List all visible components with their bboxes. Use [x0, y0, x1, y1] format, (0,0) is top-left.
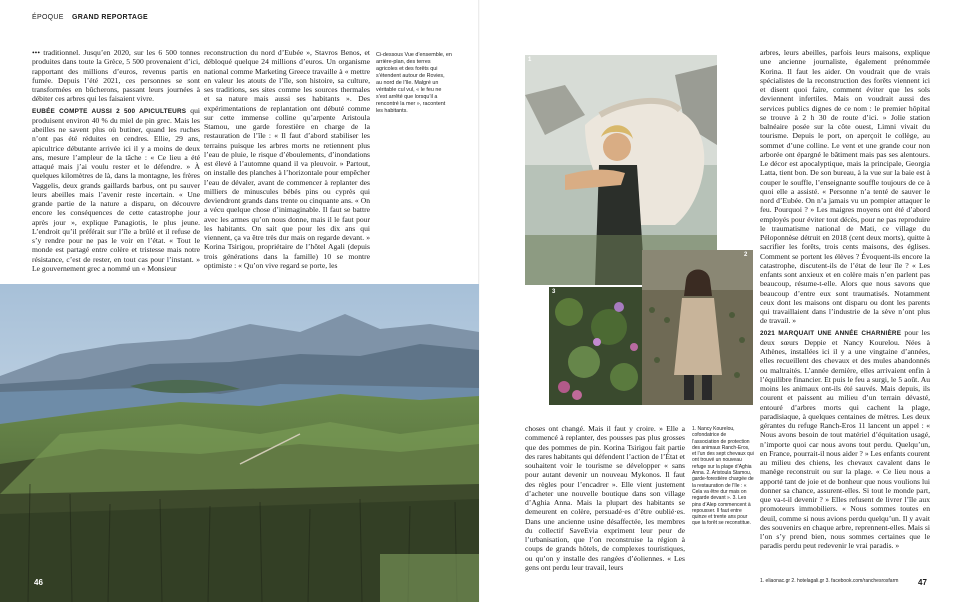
paragraph: ••• traditionnel. Jusqu’en 2020, sur les 6 500 tonnes produites dans toute la Grèce, 5 500 provenaient d’ici, rapportant des millions d’euros, revenus partis en fumée. Depuis l’été 2021, ces personnes se sont transformées en bûcherons, passant leurs journées à débiter ces arbres qui les faisaient vivre. — [32, 48, 200, 104]
photo-plants — [549, 287, 642, 405]
landscape-image — [0, 284, 479, 602]
landscape-photo — [0, 284, 479, 602]
paragraph-text: pour les deux sœurs Deppie et Nancy Kourelou. Nées à Athènes, installées ici il y a une vingtaine d’années, elles recueillent des chevaux et des mules abandonnés ou maltraités. L’année dernière, elles arrivaient enfin à l’équilibre financier. Et puis le feu a surgi, le 5 août. Au moins les animaux ont-ils été sauvés. Mais depuis, ils courent et paissent au milieu d’un terrain dévasté, entouré d’arbres morts qui cachent la plage, paradisiaque, à quelques centaines de mètres. Les deux gérantes du refuge Ranch-Eros 11 lancent un appel : « Nous avons besoin de tout matériel d’équitation usagé, n’importe quoi car nous avons tout perdu. Quelqu’un, en France, pourrait-il nous aider ? » Les enfants courent au milieu des chiens, les chevaux cavalent dans le manège reconstruit ou sur la plage. « Ce lieu nous a apporté tant de joie et de bonheur que nous voulions lui donner sa chance, assurent-elles. Si tout le monde part, que va-t-il devenir ? » Elles refusent de livrer l’île aux promoteurs immobiliers. « Nous sommes toutes en deuil, comme si nous avions perdu quelqu’un. Il y avait des souvenirs en chaque arbre, reprennent-elles. Mais si l’on s’y prend bien, nous sommes certaines que le paradis perdu peut redevenir le vrai paradis. » — [760, 327, 930, 551]
article-column-4 — [760, 48, 930, 576]
paragraph — [32, 106, 200, 274]
section-label: ÉPOQUE — [32, 14, 64, 21]
section-lead: 2021 MARQUAIT UNE ANNÉE CHARNIÈRE — [760, 329, 902, 337]
forester-image — [642, 250, 753, 405]
section-lead: EUBÉE COMPTE AUSSI 2 500 APICULTEURS — [32, 107, 187, 115]
paragraph: choses ont changé. Mais il faut y croire. » Elle a commencé à replanter, des pousses pas plus grosses que des pommes de pin. Korina Tsirigou fait partie des rares habitants qui défendent l’action de l’État et souhaitent voir le tourisme se développer « sans pour autant devenir un nouveau Mykonos. Il faut des règles pour l’encadrer ». Elle vient justement d’acheter une nouvelle boutique dans son village d’Aghia Anna. Mais la plupart des habitants se demeurent en colère, persuadé·es d’être oublié·es. Dans une ancienne usine désaffectée, les membres du collectif SaveEvia expriment leur peur de l’urbanisation, que l’on reconstruise la région à coups de grands hôtels, de complexes touristiques, ou qu’on y installe des rangées d’éoliennes. « Les gens ont perdu leur travail, leurs — [525, 424, 685, 572]
article-column-2 — [204, 48, 370, 284]
paragraph: reconstruction du nord d’Eubée », Stavros Benos, et débloqué quelque 24 millions d’euros. Un organisme national comme Marketing Greece travaille à « mettre en valeur les atouts de l’île, son histoire, sa culture, ses traditions, ses sites comme les sources thermales et sa nature mais aussi ses habitants ». Des expérimentations de replantation ont débuté comme sur cette immense colline qu’arpente Aristoula Stamou, une garde forestière en charge de la restauration de l’île : « Il faut d’abord stabiliser les terrains puisque les arbres morts ne retiennent plus l’eau de pluie, le risque d’éboulements, d’inondations est élevé à l’automne quand il va pleuvoir. » Partout, on installe des planches à l’horizontale pour empêcher l’eau de dévaler, avant de commencer à replanter des milliers de minuscules bébés pins ou cyprès qui deviendront grands dans trente ou cinquante ans. « On a vécu quelque chose d’inimaginable. Il faut se battre avec les armes qu’on nous donne, mais il le faut pour les habitants. On sait que pour les dix ans qui viennent, ça va être très dur mais on regarde devant. » Korina Tsirigou, propriétaire de l’hôtel Agali (depuis trois générations dans la famille) 10 se montre optimiste : « Qu’on vive regard se porte, les — [204, 48, 370, 270]
paragraph: arbres, leurs abeilles, parfois leurs maisons, explique une ancienne journaliste, également prénommée Korina. Il faut les aider. On voudrait que de vrais spécialistes de la reconstruction des forêts viennent ici et disent quoi faire, comment éviter que les sols deviennent infertiles. Mais on voudrait aussi des services publics dignes de ce nom : le premier hôpital se trouve à 2 h 30 de route d’ici. » Jolie station balnéaire posée sur la côte ouest, Limni vivait du tourisme. Depuis le port, on aperçoit le collège, au sommet d’une colline. Le vent et une grande cour non arborée ont épargné le bâtiment mais pas ses alentours. Le décor est apocalyptique, mais la principale, Georgia Latta, tient bon. De son bureau, à la vue sur la baie est à couper le souffle, l’enseignante souffle toujours de ce à quoi elle a assisté. « Personne n’a tenté de sauver le nord d’Eubée. On n’a jamais vu un pompier attaquer le feu. Pourquoi ? » Les maigres moyens ont été d’abord employés pour éviter tout décès, pour ne pas reproduire le traumatisme national de Mati, ce village du Péloponnèse détruit en 2018 (cent deux morts), quitte à sacrifier les forêts, trois cents maisons, des églises. Comment se portent les élèves ? Évoquent-ils encore la catastrophe, discutent-ils de l’état de leur île ? « Les enfants sont anxieux et en colère mais n’en parlent pas beaucoup, résume-t-elle. Alors que nous savons que beaucoup d’entre eux sont traumatisés. Notamment ceux dont les maisons ont disparu ou dont les parents qui travaillaient dans l’industrie de la sève n’ont plus de travail. » — [760, 48, 930, 326]
article-column-1 — [32, 48, 200, 284]
photo-caption: Ci-dessous Vue d’ensemble, en arrière-plan, des terres agricoles et des forêts qui s’étendent autour de Rovies, au nord de l’île. Malgré un véritable cul vul, « le feu ne s’est arrêté que lorsqu’il a rencontré la mer », racontent les habitants. — [376, 52, 452, 114]
subsection-label: GRAND REPORTAGE — [72, 14, 148, 21]
plants-image — [549, 287, 642, 405]
footnote: 1. eliaonac.gr 2. hotelagali.gr 3. facebook.com/ranchesrosfarm — [760, 578, 899, 584]
paragraph-text: qui produisent environ 40 % du miel de pin grec. Mais les abeilles ne savent plus où butiner, quand les ruches n’ont pas été réduites en cendres. Ellie, 29 ans, apicultrice débutante arrivée ici il y a moins de deux ans, mesure l’ampleur de la tâche : « Ce lieu a été attaqué mais j’ai voulu rester et le défendre. » À quelques kilomètres de là, dans la montagne, les frères Vaggelis, deux grands gaillards barbus, ont pu sauver leurs abeilles mais l’avenir reste incertain. « Une grande partie de la nature a disparu, on découvre encore les conséquences de cette catastrophe jour après jour », explique Panagiotis, le plus jeune. L’endroit qu’il préférait sur l’île a brûlé et il refuse de s’y rendre pour ne pas le voir en l’état. « Tout le monde est partagé entre colère et tristesse mais notre résistance, c’est de rester, en tout cas pour l’instant. » Le gouvernement grec a nommé un « Monsieur — [32, 105, 200, 273]
photo-notes: 1. Nancy Kourelou, cofondatrice de l’association de protection des animaux Ranch-Eros, et l’un des sept chevaux qui ont trouvé un nouveau refuge sur la plage d’Aghia Anna. 2. Aristoula Stamou, garde-forestière chargée de la restauration de l’île : « Cela va être dur mais on regarde devant ». 3. Les pins d’Alep commencent à repousser. Il faut entre quinze et trente ans pour que la forêt se reconstitue. — [692, 426, 754, 527]
photo-forester — [642, 250, 753, 405]
page-number-left: 46 — [34, 578, 43, 587]
paragraph — [760, 328, 930, 551]
running-header — [32, 14, 148, 21]
photo-number: 2 — [744, 252, 748, 258]
photo-number: 1 — [528, 57, 532, 63]
article-column-3 — [525, 424, 685, 574]
photo-number: 3 — [552, 289, 556, 295]
page-number-right: 47 — [918, 578, 927, 587]
